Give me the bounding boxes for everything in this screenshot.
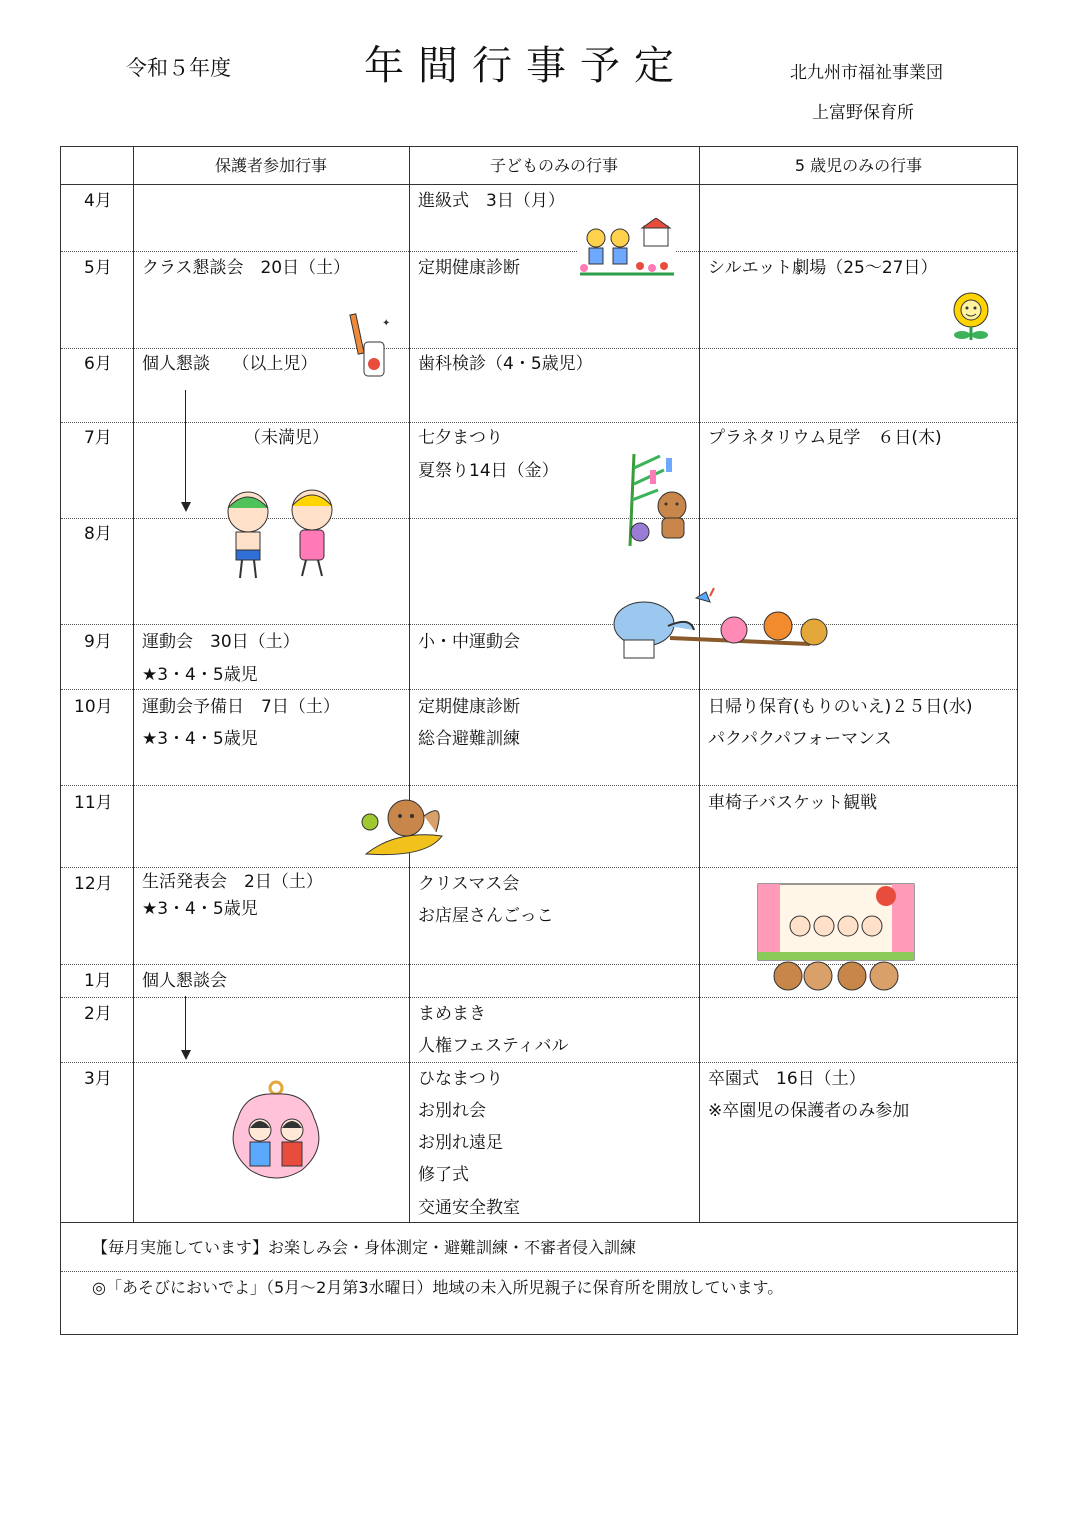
parent-event: 個人懇談 （以上児） [142, 354, 318, 374]
parent-event: ★3・4・5歳児 [142, 729, 258, 749]
month-label: 3月 [84, 1069, 112, 1089]
row-divider [61, 624, 1017, 625]
child-event: 歯科検診（4・5歳児） [418, 354, 593, 374]
squirrel-leaf-icon [356, 794, 448, 860]
fiscal-year: 令和５年度 [126, 56, 231, 80]
col-divider [699, 147, 700, 1222]
col-header-five: 5 歳児のみの行事 [794, 156, 923, 175]
five-year-event: シルエット劇場（25〜27日） [708, 258, 938, 278]
child-event: 小・中運動会 [418, 632, 520, 652]
month-label: 10月 [74, 697, 113, 717]
row-divider [61, 518, 1017, 519]
month-label: 9月 [84, 632, 112, 652]
col-divider [133, 147, 134, 1222]
month-label: 11月 [74, 793, 113, 813]
row-divider [61, 867, 1017, 868]
col-header-child: 子どものみの行事 [489, 156, 618, 175]
child-event: 進級式 3日（月） [418, 191, 565, 211]
month-label: 4月 [84, 191, 112, 211]
parent-event: 生活発表会 2日（土） [142, 872, 323, 892]
footer-divider [61, 1271, 1017, 1272]
five-year-event: パクパクパフォーマンス [708, 729, 892, 749]
arrow-head [181, 502, 191, 512]
child-event: お別れ会 [418, 1101, 486, 1121]
five-year-event: プラネタリウム見学 ６日(木) [708, 428, 942, 448]
five-year-event: 卒園式 16日（土） [708, 1069, 866, 1089]
child-event: クリスマス会 [418, 874, 520, 894]
child-event: お別れ遠足 [418, 1133, 503, 1153]
col-header-parent: 保護者参加行事 [214, 156, 327, 175]
row-divider [61, 1062, 1017, 1063]
month-label: 5月 [84, 258, 112, 278]
month-label: 1月 [84, 971, 112, 991]
parent-event: 運動会 30日（土） [142, 632, 300, 652]
child-event: 人権フェスティバル [418, 1036, 569, 1056]
month-label: 7月 [84, 428, 112, 448]
child-event: 修了式 [418, 1165, 469, 1185]
toothbrush-icon [346, 312, 392, 384]
row-divider [61, 348, 1017, 349]
branch-name: 上富野保育所 [812, 103, 914, 123]
row-divider [61, 689, 1017, 690]
five-year-event: 車椅子バスケット観戦 [708, 793, 878, 813]
child-event: お店屋さんごっこ [418, 906, 554, 926]
child-event: 夏祭り14日（金） [418, 461, 559, 481]
row-divider [61, 997, 1017, 998]
child-event: 総合避難訓練 [418, 729, 520, 749]
month-label: 8月 [84, 524, 112, 544]
stage-performance-icon [756, 882, 916, 992]
children-flowers-icon [578, 218, 676, 276]
parent-event: 運動会予備日 7日（土） [142, 697, 340, 717]
child-event: ひなまつり [418, 1069, 503, 1089]
tug-of-war-icon [610, 586, 840, 664]
five-year-event: 日帰り保育(もりのいえ)２５日(水) [708, 697, 973, 717]
organization-name: 北九州市福祉事業団 [790, 63, 943, 83]
row-divider [61, 785, 1017, 786]
parent-event: ★3・4・5歳児 [142, 899, 258, 919]
parent-event: （未満児） [244, 428, 329, 448]
month-label: 2月 [84, 1004, 112, 1024]
parent-event: ★3・4・5歳児 [142, 665, 258, 685]
child-event: 定期健康診断 [418, 697, 520, 717]
open-house-note: ◎「あそびにおいでよ」（5月〜2月第3水曜日）地域の未入所児親子に保育所を開放しています。 [92, 1278, 784, 1297]
header-divider [61, 184, 1017, 185]
five-year-event: ※卒園児の保護者のみ参加 [708, 1101, 910, 1121]
continuation-arrow [185, 390, 186, 502]
arrow-head [181, 1050, 191, 1060]
monthly-activities-note: 【毎月実施しています】お楽しみ会・身体測定・避難訓練・不審者侵入訓練 [92, 1238, 637, 1257]
month-label: 6月 [84, 354, 112, 374]
svg-text:✦: ✦ [382, 318, 391, 329]
tanabata-bear-icon [620, 448, 696, 548]
page-title: 年間行事予定 [364, 43, 688, 89]
parent-event: クラス懇談会 20日（土） [142, 258, 351, 278]
table-body-end [61, 1222, 1017, 1223]
hina-dolls-icon [224, 1078, 330, 1188]
parent-event: 個人懇談会 [142, 971, 227, 991]
month-label: 12月 [74, 874, 113, 894]
child-event: 定期健康診断 [418, 258, 520, 278]
col-divider [409, 147, 410, 1222]
continuation-arrow [185, 996, 186, 1050]
row-divider [61, 422, 1017, 423]
child-event: 交通安全教室 [418, 1198, 520, 1218]
swimming-children-icon [216, 488, 342, 580]
sunflower-icon [944, 288, 998, 342]
child-event: 七夕まつり [418, 428, 503, 448]
row-divider [61, 251, 1017, 252]
child-event: まめまき [418, 1004, 486, 1024]
